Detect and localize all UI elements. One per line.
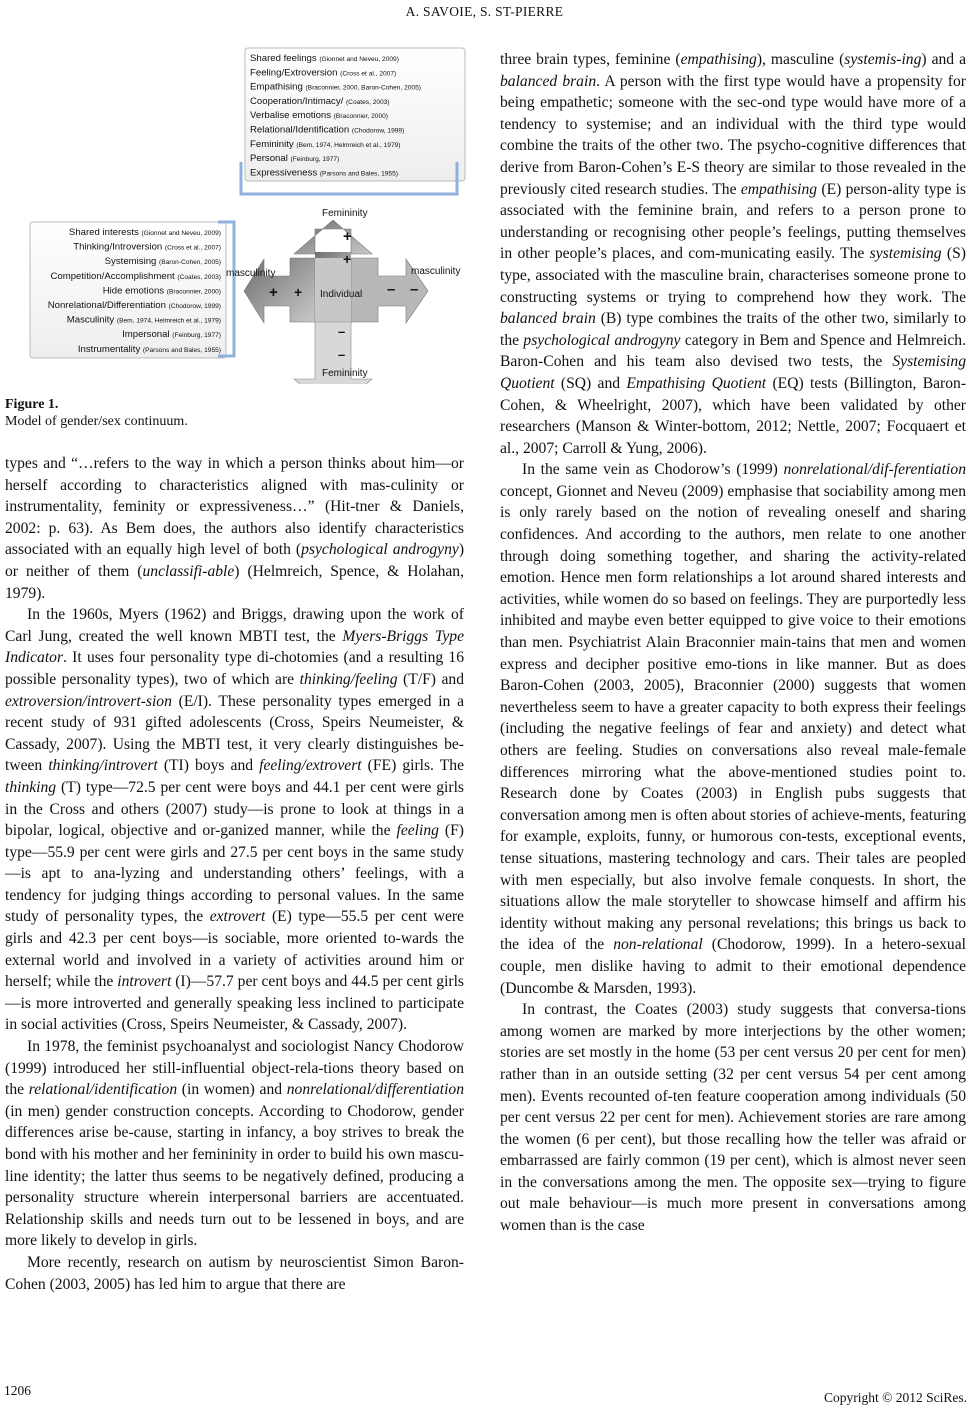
left-column-paragraph: types and “…refers to the way in which a person thinks about him—or herself according to characteristics aligned with mas-culinity or instrumentality, feminity or expressiveness…” (Hit-tner & Daniels, 2002: p. 63). As Bem does, the authors also identify characteristics associated with an equally high level of both (psychological androgyny) or neither of them (unclassifi-able) (Helmreich, Spence, & Holahan, 1979). (5, 455, 465, 602)
fig-center-label: Individual (320, 289, 363, 300)
trait-item: Systemising (Baron-Cohen, 2005) (104, 256, 221, 268)
fig-top-label: Femininity (322, 208, 368, 219)
fig-sign-top-1: + (343, 228, 352, 245)
figure-caption-title: Figure 1. (5, 397, 59, 412)
trait-item: Personal (Feinburg, 1977) (250, 153, 340, 165)
trait-item: Empathising (Braconnier, 2000, Baron-Cohen, 2005) (250, 81, 421, 93)
fig-right-label: masculinity (411, 266, 461, 277)
trait-item: Relational/Identification (Chodorow, 1999) (250, 124, 405, 136)
continuum-cross (244, 220, 428, 384)
running-head: A. SAVOIE, S. ST-PIERRE (405, 4, 564, 19)
copyright-notice: Copyright © 2012 SciRes. (823, 1390, 967, 1405)
trait-item: Hide emotions (Braconnier, 2000) (102, 285, 221, 297)
fig-sign-left-1: + (269, 284, 278, 301)
left-column-paragraph: In 1978, the feminist psychoanalyst and sociologist Nancy Chodorow (1999) introduced her still-influential object-rela-tions theory based on the relational/identification (in women) and nonrelational/differentiation (in men) gender construction concepts. According to Chodorow, gender differences arise be-cause, starting in infancy, a boy strives to break the bond with his mother and her femininity in order to build his own mascu-line identity; the latter thus seems to be negatively defined, producing a personality structure wherein interpersonal barriers are accentuated. Relationship skills and needs turn out to be lessened in boys, and are more likely to develop in girls. (5, 1038, 465, 1250)
trait-item: Verbalise emotions (Braconnier, 2000) (250, 110, 388, 122)
trait-item: Nonrelational/Differentiation (Chodorow, 1999) (47, 300, 221, 311)
trait-item: Femininity (Bem, 1974, Helmreich et al., 1979) (250, 138, 401, 150)
fig-bottom-label: Femininity (322, 368, 368, 379)
fig-sign-top-2: + (343, 251, 352, 267)
right-text-column (500, 49, 966, 1237)
trait-item: Impersonal (Feinburg, 1977) (122, 329, 221, 341)
fig-left-label: masculinity (226, 268, 276, 279)
fig-sign-bottom-1: – (338, 324, 346, 339)
trait-item: Shared feelings (Gionnet and Neveu, 2009) (250, 53, 399, 64)
trait-item: Masculinity (Bem, 1974, Helmreich et al., 1979) (66, 314, 221, 326)
trait-item: Cooperation/Intimacy/ (Coates, 2003) (250, 95, 390, 107)
left-column-paragraph: More recently, research on autism by neuroscientist Simon Baron-Cohen (2003, 2005) has led him to argue that there are (5, 1253, 464, 1293)
right-column-paragraph: three brain types, feminine (empathising), masculine (systemis-ing) and a balanced brain. A person with the first type would have a propensity for being empathetic; someone with the sec-ond type would have more of a tendency to systemise; and an individual with the third type would combine the traits of the other two. The psycho-cognitive differences that derive from Baron-Cohen’s E-S theory are similar to those revealed in the previously cited research studies. The empathising (E) person-ality type is associated with the feminine brain, and refers to a person prone to understanding or recognising other people’s feelings, putting themselves in other people’s places, and com-municating easily. The systemising (S) type, associated with the masculine brain, characterises someone prone to constructing systems or trying to comprehend how they work. The balanced brain (B) type combines the traits of the other two, similarly to the psychological androgyny category in Bem and Spence and Helmreich. Baron-Cohen and his team also devised two tests, the Systemising Quotient (SQ) and Empathising Quotient (EQ) tests (Billington, Baron-Cohen, & Wheelright, 2007), which have been validated by other researchers (Manson & Winter-bottom, 2012; Nettle, 2007; Focquaert et al., 2007; Carroll & Yung, 2006). (500, 51, 967, 457)
left-column-paragraph: In the 1960s, Myers (1962) and Briggs, drawing upon the work of Carl Jung, created the well known MBTI test, the Myers-Briggs Type Indicator. It uses four personality type di-chotomies (and a resulting 16 possible personality types), two of which are thinking/feeling (T/F) and extroversion/introvert-sion (E/I). These personality types emerged in a recent study of 931 gifted adolescents (Cross, Speirs Neumeister, & Cassady, 2007). Using the MBTI test, it very clearly distinguishes be-tween thinking/introvert (TI) boys and feeling/extrovert (FE) girls. The thinking (T) type—72.5 per cent were boys and 44.1 per cent were girls in the Cross and others (2007) study—is prone to look at things in a bipolar, logical, objective and or-ganized manner, while the feeling (F) type—55.9 per cent were girls and 27.5 per cent boys in the same study—is apt to ana-lyzing and understanding others’ feelings, with a tendency for judging things according to personal values. In the same study of personality types, the extrovert (E) type—55.5 per cent were girls and 42.3 per cent boys—is sociable, more oriented to-wards the external world and involved in a variety of activities around him or herself; while the introvert (I)—57.7 per cent boys and 44.5 per cent girls—is more introverted and generally speaking less inclined to participate in social activities (Cross, Speirs Neumeister, & Cassady, 2007). (5, 606, 464, 1034)
arrow-up-icon (294, 220, 372, 254)
trait-item: Feeling/Extroversion (Cross et al., 2007) (250, 67, 397, 79)
fig-sign-left-2: + (294, 284, 303, 300)
page-number: 1206 (4, 1383, 31, 1398)
fig-sign-right-2: – (410, 281, 419, 298)
trait-item: Shared interests (Gionnet and Neveu, 2009) (68, 227, 221, 238)
trait-item: Thinking/Introversion (Cross et al., 2007) (73, 241, 221, 253)
gender-continuum-figure (0, 44, 480, 384)
right-column-paragraph: In contrast, the Coates (2003) study suggests that conversa-tions among women are marked by more interjections by the other women; stories are set mostly in the home (53 per cent versus 20 per cent for men) rather than in an outside setting (32 per cent versus 54 per cent among men). Events recounted of-ten feature cooperation among individuals (50 per cent versus 22 per cent for men). Achievement stories are rare among the women (6 per cent), but those recalling how the teller was afraid or embarrassed are fairly common (19 per cent), which is almost never seen in the conversations among the men. The opposite sex—trying to figure out male behaviour—is much more present in conversations among women than is the case (500, 1001, 966, 1235)
figure-caption-text: Model of gender/sex continuum. (5, 414, 188, 429)
left-text-column (5, 453, 464, 1295)
fig-sign-right-1: – (387, 281, 396, 298)
trait-item: Instrumentality (Parsons and Bales, 1955) (77, 343, 221, 355)
trait-item: Competition/Accomplishment (Coates, 2003) (50, 270, 221, 282)
right-column-paragraph: In the same vein as Chodorow’s (1999) nonrelational/dif-ferentiation concept, Gionnet and Neveu (2009) emphasise that sociability among men is only rarely based on the notion of revealing oneself and sharing confidences. And according to the authors, men relate to one another through doing something together, and sharing the activity-related emotion. Hence men form relationships a lot around shared interests and activities, while women do so based on feelings. They are purportedly less inhibited and maybe even better equipped to give voice to their emotions than men. Psychiatrist Alain Braconnier main-tains that men and women express and decipher positive emo-tions in like manner. But as does Baron-Cohen (2003, 2005), Braconnier (2000) suggests that women nevertheless seem to have a greater capacity to both express their feelings (including the negative feelings of fear and anxiety) and detect what others are feeling. Studies on conversations also reveal male-female differences mirroring what the above-mentioned studies point to. Research done by Coates (2003) in English pubs suggests that conversation among men is often about stories of achieve-ments, featuring for example, exploits, funny, or humorous con-tests, exceptional events, tense situations, mastering technology and cars. Their tales are peopled with men especially, but also involve female conquests. In short, the situations allow the male storyteller to showcase himself and affirm his identity without making any personal revelations; this brings us back to the idea of the non-relational (Chodorow, 1999). In a hetero-sexual couple, men dislike having to admit to their emotional dependence (Duncombe & Marsden, 1993). (500, 461, 966, 997)
fig-sign-bottom-2: – (338, 347, 346, 362)
trait-item: Expressiveness (Parsons and Bales, 1955) (250, 167, 398, 179)
